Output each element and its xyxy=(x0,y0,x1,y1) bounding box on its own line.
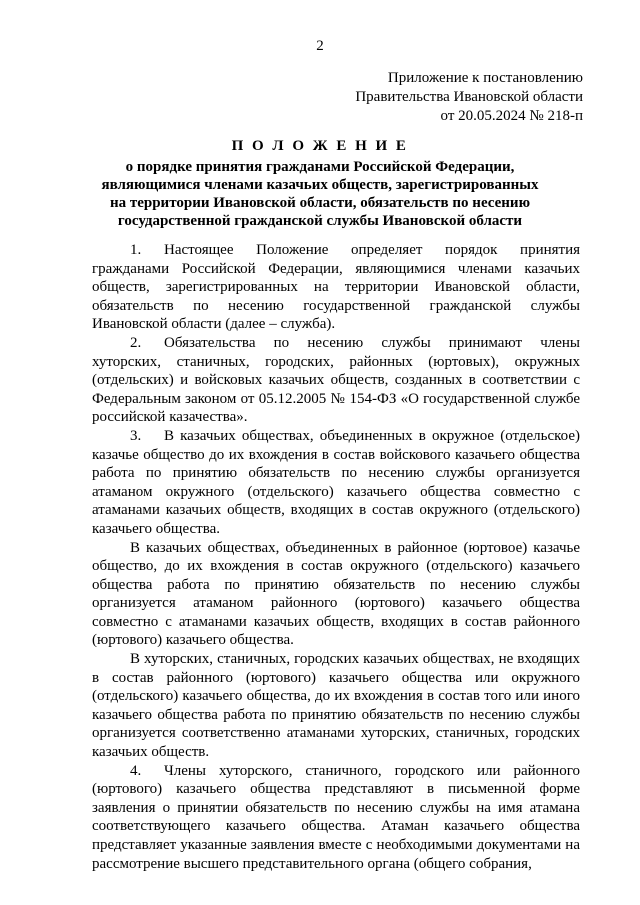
subtitle-line-3: на территории Ивановской области, обязательств по несению xyxy=(109,195,531,211)
paragraph-3 xyxy=(92,427,580,539)
paragraph-text: В хуторских, станичных, городских казачьих обществах, не входящих в состав районного (юртового) казачьего общества или окружного (отдельского) казачьего общества, до их вхождения в состав того или иного казачьего общества работа по принятию обязательств по несению службы организуется соответственно атаманами хуторских, станичных, городских казачьих обществ. xyxy=(92,651,580,761)
paragraph-text: В казачьих обществах, объединенных в окружное (отдельское) казачье общество до их вхождения в состав войскового казачьего общества работа по принятию обязательств по несению службы организуется атаманом окружного (отдельского) казачьего общества совместно с атаманами казачьих обществ, входящих в состав окружного (отдельского) казачьего общества. xyxy=(92,427,580,537)
appendix-line-2: Правительства Ивановской области xyxy=(355,89,583,105)
subtitle-line-1: о порядке принятия гражданами Российской Федерации, xyxy=(125,159,515,175)
paragraph-number: 2. xyxy=(130,334,142,351)
paragraph-text: Члены хуторского, станичного, городского или районного (юртового) казачьего общества представляют в письменной форме заявления о принятии обязательств по несению службы на имя атамана соответствующего казачьего общества. Атаман казачьего общества представляет указанные заявления вместе с необходимыми документами на рассмотрение высшего представительного органа (общего собрания, xyxy=(92,762,580,872)
paragraph-3-continued-a xyxy=(92,539,580,651)
document-title: П О Л О Ж Е Н И Е xyxy=(231,138,409,154)
paragraph-number: 3. xyxy=(130,427,142,444)
document-subtitle xyxy=(70,158,570,230)
page-number: 2 xyxy=(316,38,324,54)
paragraph-text: В казачьих обществах, объединенных в районное (юртовое) казачье общество, до их вхождения в состав окружного (отдельского) казачьего общества работа по принятию обязательств по несению службы организуется атаманом районного (юртового) казачьего общества совместно с атаманами казачьих обществ, входящих в состав районного (юртового) казачьего общества. xyxy=(92,539,580,649)
appendix-header xyxy=(355,69,583,126)
document-body xyxy=(92,241,580,873)
paragraph-3-continued-b xyxy=(92,650,580,762)
paragraph-number: 1. xyxy=(130,242,142,258)
paragraph-1 xyxy=(92,241,580,334)
paragraph-number: 4. xyxy=(130,762,142,779)
paragraph-4 xyxy=(92,762,580,874)
subtitle-line-4: государственной гражданской службы Ивановской области xyxy=(117,213,523,229)
subtitle-line-2: являющимися членами казачьих обществ, зарегистрированных xyxy=(101,177,539,193)
paragraph-2 xyxy=(92,334,580,427)
paragraph-text: Настоящее Положение определяет порядок принятия гражданами Российской Федерации, являющимися членами казачьих обществ, зарегистрированных на территории Ивановской области, обязательств по несению государственной гражданской службы Ивановской области (далее – служба). xyxy=(92,242,580,333)
paragraph-text: Обязательства по несению службы принимают члены хуторских, станичных, городских, районных (юртовых), окружных (отдельских) и войсковых казачьих обществ, созданных в соответствии с Федеральным законом от 05.12.2005 № 154-ФЗ «О государственной службе российской казачества». xyxy=(92,334,580,426)
appendix-line-1: Приложение к постановлению xyxy=(387,70,583,86)
appendix-line-3: от 20.05.2024 № 218-п xyxy=(440,108,583,124)
